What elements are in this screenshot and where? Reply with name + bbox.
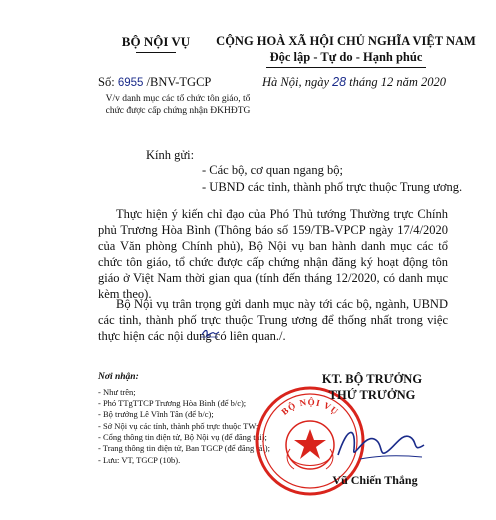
document-number (98, 75, 211, 90)
body-paragraph: Thực hiện ý kiến chỉ đạo của Phó Thủ tướng Thường trực Chính phủ Trương Hòa Bình (Thông báo số 159/TB-VPCP ngày 17/4/2020 của Văn phòng Chính phủ), Bộ Nội vụ ban hành danh mục các tổ chức tôn giáo, tổ chức được cấp chứng nhận đăng ký hoạt động tôn giáo ở Việt Nam thời gian qua (tính đến tháng 12/2020, có danh mục kèm theo). (98, 207, 448, 301)
body-paragraph: Bộ Nội vụ trân trọng gửi danh mục này tới các bộ, ngành, UBND các tỉnh, thành phố trực thuộc Trung ương để thống nhất trong việc thực hiện các nội dung có liên quan./. (98, 297, 448, 343)
distribution-item: - Trang thông tin điện tử, Ban TGCP (để đăng tải); (98, 443, 271, 453)
document-subject: V/v danh mục các tổ chức tôn giáo, tổ chức được cấp chứng nhận ĐKHĐTG (105, 94, 251, 116)
national-title: CỘNG HOÀ XÃ HỘI CHỦ NGHĨA VIỆT NAM (216, 34, 476, 48)
date-suffix: tháng 12 năm 2020 (346, 75, 447, 89)
distribution-item: - Như trên; (98, 387, 136, 397)
motto-underline (266, 67, 426, 68)
doc-number-prefix: Số: (98, 75, 118, 89)
distribution-item: - Bộ trưởng Lê Vĩnh Tân (để b/c); (98, 409, 214, 419)
org-underline (136, 52, 176, 53)
handwritten-initials (200, 327, 220, 339)
greeting: Kính gửi: (146, 148, 195, 162)
handwritten-signature-icon (330, 415, 430, 471)
date-prefix: Hà Nội, ngày (262, 75, 333, 89)
signature-subtitle: THỨ TRƯỞNG (328, 388, 416, 402)
distribution-title: Nơi nhận: (98, 372, 139, 382)
national-motto: Độc lập - Tự do - Hạnh phúc (269, 50, 423, 64)
distribution-item: - Cổng thông tin điện tử, Bộ Nội vụ (để đăng tải); (98, 432, 267, 442)
distribution-item: - Lưu: VT, TGCP (10b). (98, 455, 181, 465)
date-day: 28 (332, 75, 347, 89)
distribution-item: - Sở Nội vụ các tỉnh, thành phố trực thuộc TW; (98, 421, 259, 431)
issuing-organization: BỘ NỘI VỤ (121, 34, 191, 49)
doc-number-value: 6955 (117, 77, 144, 89)
document-date (262, 75, 446, 90)
doc-number-suffix: /BNV-TGCP (143, 75, 212, 89)
recipient-item: - UBND các tỉnh, thành phố trực thuộc Trung ương. (202, 180, 463, 194)
seal-text: BỘ NỘI VỤ (279, 396, 341, 417)
signer-name: Vũ Chiến Thắng (332, 473, 418, 487)
recipient-item: - Các bộ, cơ quan ngang bộ; (202, 163, 343, 177)
signature-title: KT. BỘ TRƯỞNG (321, 372, 423, 386)
distribution-item: - Phó TTgTTCP Trương Hòa Bình (để b/c); (98, 398, 247, 408)
